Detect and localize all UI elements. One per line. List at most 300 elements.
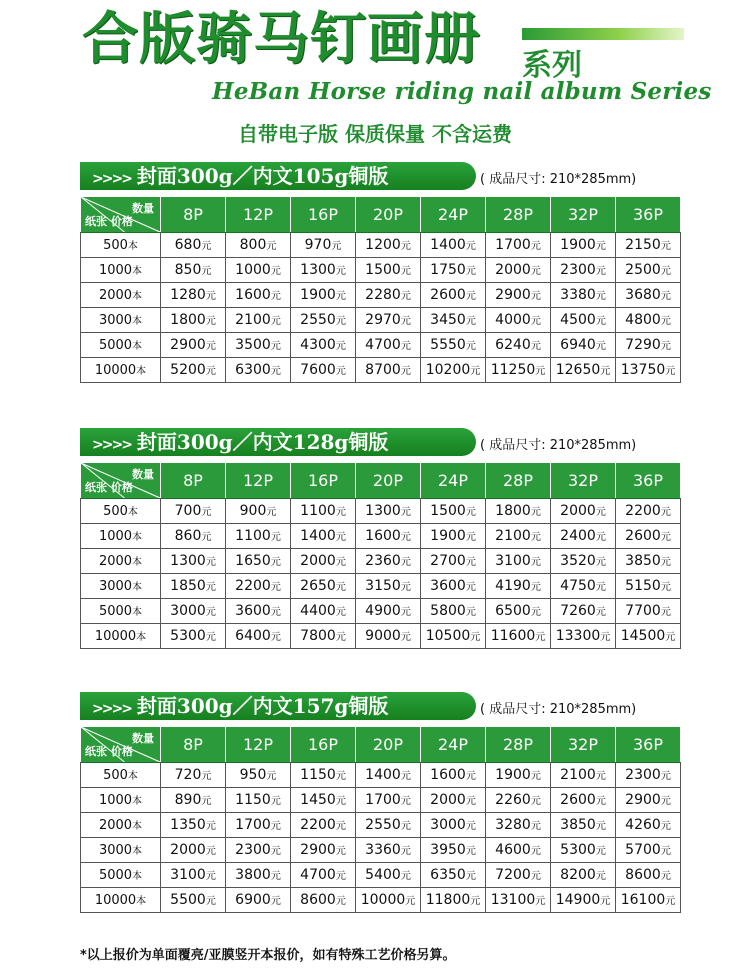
price-value: 7260 (560, 603, 596, 619)
price-cell (486, 499, 551, 524)
price-value: 1300 (170, 553, 206, 569)
quantity-cell (81, 599, 161, 624)
price-cell (486, 888, 551, 913)
quantity-cell (81, 283, 161, 308)
price-cell (421, 308, 486, 333)
price-value: 1800 (170, 312, 206, 328)
price-value: 4400 (300, 603, 336, 619)
price-value: 2550 (300, 312, 336, 328)
price-cell (421, 888, 486, 913)
currency-unit: 元 (335, 582, 346, 593)
price-value: 6400 (235, 628, 271, 644)
price-cell (616, 499, 681, 524)
price-table (80, 726, 681, 913)
price-value: 5700 (625, 842, 661, 858)
price-cell (291, 549, 356, 574)
price-cell (226, 863, 291, 888)
price-section (80, 426, 680, 649)
price-value: 800 (239, 237, 267, 253)
price-value: 1350 (170, 817, 206, 833)
price-cell (226, 308, 291, 333)
price-value: 1750 (430, 262, 466, 278)
quantity-cell (81, 524, 161, 549)
price-value: 3000 (430, 817, 466, 833)
currency-unit: 元 (335, 846, 346, 857)
price-value: 1700 (495, 237, 531, 253)
quantity-unit: 本 (132, 582, 143, 593)
currency-unit: 元 (270, 871, 281, 882)
price-cell (551, 524, 616, 549)
price-cell (226, 524, 291, 549)
quantity-value: 10000 (94, 893, 137, 908)
currency-unit: 元 (600, 632, 611, 643)
currency-unit: 元 (660, 291, 671, 302)
currency-unit: 元 (660, 341, 671, 352)
currency-unit: 元 (660, 316, 671, 327)
price-value: 2900 (170, 337, 206, 353)
currency-unit: 元 (205, 607, 216, 618)
price-table (80, 196, 681, 383)
price-value: 700 (174, 503, 202, 519)
price-cell (226, 549, 291, 574)
currency-unit: 元 (400, 771, 411, 782)
price-value: 1900 (495, 767, 531, 783)
currency-unit: 元 (400, 532, 411, 543)
currency-unit: 元 (660, 241, 671, 252)
currency-unit: 元 (595, 341, 606, 352)
quantity-value: 500 (103, 238, 128, 253)
price-value: 2000 (170, 842, 206, 858)
price-value: 2600 (430, 287, 466, 303)
price-value: 1200 (365, 237, 401, 253)
currency-unit: 元 (470, 632, 481, 643)
price-cell (161, 788, 226, 813)
currency-unit: 元 (595, 266, 606, 277)
price-cell (616, 813, 681, 838)
price-cell (291, 838, 356, 863)
price-cell (356, 333, 421, 358)
price-value: 7800 (300, 628, 336, 644)
price-cell (291, 308, 356, 333)
quantity-value: 5000 (98, 868, 133, 883)
price-cell (226, 283, 291, 308)
price-cell (226, 599, 291, 624)
quantity-cell (81, 308, 161, 333)
column-header: 8P (161, 197, 226, 233)
price-value: 2280 (365, 287, 401, 303)
quantity-value: 5000 (98, 338, 133, 353)
currency-unit: 元 (600, 366, 611, 377)
column-header: 12P (226, 463, 291, 499)
currency-unit: 元 (335, 771, 346, 782)
price-value: 2000 (430, 792, 466, 808)
price-value: 3000 (170, 603, 206, 619)
quantity-cell (81, 863, 161, 888)
price-value: 1600 (235, 287, 271, 303)
price-cell (421, 599, 486, 624)
corner-label-quantity: 数量 (132, 468, 154, 481)
price-value: 5500 (170, 892, 206, 908)
price-value: 2150 (625, 237, 661, 253)
table-row (81, 863, 681, 888)
column-header: 28P (486, 727, 551, 763)
price-value: 1900 (430, 528, 466, 544)
quantity-cell (81, 838, 161, 863)
price-value: 1100 (235, 528, 271, 544)
table-row (81, 308, 681, 333)
price-value: 2500 (625, 262, 661, 278)
footnote: *以上报价为单面覆亮/亚膜竖开本报价，如有特殊工艺价格另算。 (80, 948, 456, 963)
corner-cell (81, 197, 161, 233)
price-cell (551, 233, 616, 258)
price-cell (616, 838, 681, 863)
price-cell (421, 499, 486, 524)
price-cell (551, 574, 616, 599)
currency-unit: 元 (595, 796, 606, 807)
price-value: 6350 (430, 867, 466, 883)
currency-unit: 元 (266, 507, 277, 518)
price-value: 13750 (620, 362, 666, 378)
price-value: 2300 (560, 262, 596, 278)
price-value: 2260 (495, 792, 531, 808)
price-value: 5400 (365, 867, 401, 883)
price-cell (291, 624, 356, 649)
price-value: 3100 (170, 867, 206, 883)
price-value: 1150 (300, 767, 336, 783)
price-value: 3680 (625, 287, 661, 303)
quantity-value: 10000 (94, 363, 137, 378)
table-row (81, 233, 681, 258)
column-header: 28P (486, 197, 551, 233)
currency-unit: 元 (660, 582, 671, 593)
price-cell (356, 599, 421, 624)
column-header: 36P (616, 727, 681, 763)
price-cell (291, 283, 356, 308)
currency-unit: 元 (400, 821, 411, 832)
currency-unit: 元 (465, 507, 476, 518)
price-value: 5550 (430, 337, 466, 353)
currency-unit: 元 (205, 632, 216, 643)
price-value: 1500 (365, 262, 401, 278)
price-cell (551, 888, 616, 913)
price-value: 2100 (560, 767, 596, 783)
price-value: 2900 (495, 287, 531, 303)
price-cell (356, 624, 421, 649)
price-value: 4190 (495, 578, 531, 594)
size-note: ( 成品尺寸: 210*285mm) (480, 172, 637, 187)
price-value: 1700 (365, 792, 401, 808)
currency-unit: 元 (600, 896, 611, 907)
price-value: 1400 (300, 528, 336, 544)
currency-unit: 元 (266, 241, 277, 252)
price-cell (421, 233, 486, 258)
price-value: 3850 (625, 553, 661, 569)
price-value: 2600 (625, 528, 661, 544)
price-value: 6940 (560, 337, 596, 353)
price-value: 1700 (235, 817, 271, 833)
price-value: 950 (239, 767, 267, 783)
page-header (0, 0, 750, 160)
price-value: 6300 (235, 362, 271, 378)
price-cell (421, 838, 486, 863)
price-value: 4260 (625, 817, 661, 833)
price-cell (486, 624, 551, 649)
price-cell (616, 888, 681, 913)
price-cell (551, 283, 616, 308)
price-cell (356, 358, 421, 383)
price-cell (486, 258, 551, 283)
quantity-value: 10000 (94, 629, 137, 644)
price-value: 2000 (560, 503, 596, 519)
section-title: 封面300g／内文105g铜版 (136, 164, 389, 188)
price-cell (486, 813, 551, 838)
table-header-row (81, 463, 681, 499)
price-cell (421, 763, 486, 788)
currency-unit: 元 (660, 266, 671, 277)
currency-unit: 元 (205, 846, 216, 857)
currency-unit: 元 (530, 607, 541, 618)
currency-unit: 元 (595, 241, 606, 252)
quantity-unit: 本 (132, 871, 143, 882)
quantity-cell (81, 813, 161, 838)
price-value: 3150 (365, 578, 401, 594)
price-cell (421, 333, 486, 358)
table-row (81, 358, 681, 383)
price-cell (161, 333, 226, 358)
price-cell (551, 258, 616, 283)
price-cell (616, 233, 681, 258)
currency-unit: 元 (400, 557, 411, 568)
quantity-unit: 本 (132, 607, 143, 618)
price-value: 5800 (430, 603, 466, 619)
corner-label-quantity: 数量 (132, 732, 154, 745)
price-value: 3800 (235, 867, 271, 883)
currency-unit: 元 (465, 871, 476, 882)
currency-unit: 元 (595, 871, 606, 882)
table-row (81, 574, 681, 599)
price-value: 1600 (430, 767, 466, 783)
price-value: 2400 (560, 528, 596, 544)
price-cell (161, 308, 226, 333)
price-cell (421, 258, 486, 283)
quantity-unit: 本 (136, 896, 147, 907)
price-cell (421, 813, 486, 838)
price-value: 1300 (365, 503, 401, 519)
size-note: ( 成品尺寸: 210*285mm) (480, 438, 637, 453)
price-cell (356, 233, 421, 258)
price-cell (551, 813, 616, 838)
price-cell (486, 233, 551, 258)
currency-unit: 元 (270, 821, 281, 832)
quantity-unit: 本 (136, 366, 147, 377)
price-cell (356, 524, 421, 549)
price-value: 2300 (625, 767, 661, 783)
price-value: 10200 (425, 362, 471, 378)
price-value: 850 (174, 262, 202, 278)
price-cell (551, 863, 616, 888)
currency-unit: 元 (270, 341, 281, 352)
currency-unit: 元 (270, 796, 281, 807)
currency-unit: 元 (530, 266, 541, 277)
price-value: 1300 (300, 262, 336, 278)
price-cell (291, 524, 356, 549)
price-cell (226, 838, 291, 863)
price-value: 7600 (300, 362, 336, 378)
quantity-cell (81, 549, 161, 574)
table-row (81, 624, 681, 649)
column-header: 24P (421, 197, 486, 233)
currency-unit: 元 (535, 366, 546, 377)
currency-unit: 元 (270, 846, 281, 857)
currency-unit: 元 (335, 871, 346, 882)
price-value: 2200 (625, 503, 661, 519)
currency-unit: 元 (465, 846, 476, 857)
price-cell (356, 549, 421, 574)
price-cell (421, 788, 486, 813)
currency-unit: 元 (535, 632, 546, 643)
price-value: 4900 (365, 603, 401, 619)
price-cell (616, 788, 681, 813)
currency-unit: 元 (335, 291, 346, 302)
page-title-suffix: 系列 (522, 48, 582, 83)
price-cell (486, 599, 551, 624)
quantity-unit: 本 (127, 241, 138, 252)
currency-unit: 元 (400, 871, 411, 882)
price-cell (551, 624, 616, 649)
currency-unit: 元 (530, 241, 541, 252)
price-value: 4750 (560, 578, 596, 594)
price-value: 4500 (560, 312, 596, 328)
table-row (81, 549, 681, 574)
price-cell (161, 624, 226, 649)
currency-unit: 元 (465, 532, 476, 543)
currency-unit: 元 (270, 557, 281, 568)
currency-unit: 元 (201, 507, 212, 518)
table-header-row (81, 197, 681, 233)
currency-unit: 元 (400, 366, 411, 377)
price-value: 3850 (560, 817, 596, 833)
price-cell (356, 574, 421, 599)
price-cell (616, 549, 681, 574)
price-cell (291, 358, 356, 383)
currency-unit: 元 (335, 366, 346, 377)
price-value: 12650 (555, 362, 601, 378)
price-value: 16100 (620, 892, 666, 908)
corner-label-price: 价格 (110, 481, 133, 494)
currency-unit: 元 (400, 241, 411, 252)
currency-unit: 元 (660, 846, 671, 857)
price-cell (616, 258, 681, 283)
price-cell (356, 838, 421, 863)
table-row (81, 258, 681, 283)
currency-unit: 元 (530, 291, 541, 302)
price-cell (226, 813, 291, 838)
price-value: 1450 (300, 792, 336, 808)
price-value: 1650 (235, 553, 271, 569)
column-header: 36P (616, 197, 681, 233)
currency-unit: 元 (400, 291, 411, 302)
currency-unit: 元 (270, 532, 281, 543)
price-value: 1280 (170, 287, 206, 303)
currency-unit: 元 (405, 896, 416, 907)
price-value: 7290 (625, 337, 661, 353)
column-header: 32P (551, 463, 616, 499)
currency-unit: 元 (660, 821, 671, 832)
corner-label-paper: 纸张 (85, 215, 107, 228)
quantity-value: 1000 (98, 529, 133, 544)
quantity-value: 1000 (98, 793, 133, 808)
price-cell (551, 599, 616, 624)
column-header: 16P (291, 463, 356, 499)
price-value: 860 (174, 528, 202, 544)
section-banner (80, 428, 476, 456)
quantity-cell (81, 788, 161, 813)
price-value: 5300 (170, 628, 206, 644)
price-cell (421, 574, 486, 599)
price-cell (421, 524, 486, 549)
currency-unit: 元 (465, 607, 476, 618)
currency-unit: 元 (465, 557, 476, 568)
currency-unit: 元 (201, 796, 212, 807)
section-header (80, 160, 680, 194)
corner-label-paper: 纸张 (85, 745, 107, 758)
currency-unit: 元 (530, 796, 541, 807)
price-cell (356, 763, 421, 788)
currency-unit: 元 (660, 796, 671, 807)
price-cell (616, 283, 681, 308)
price-value: 1500 (430, 503, 466, 519)
price-cell (551, 788, 616, 813)
quantity-value: 5000 (98, 604, 133, 619)
quantity-cell (81, 258, 161, 283)
currency-unit: 元 (530, 582, 541, 593)
price-value: 1600 (365, 528, 401, 544)
currency-unit: 元 (400, 632, 411, 643)
price-cell (551, 499, 616, 524)
price-cell (291, 788, 356, 813)
quantity-unit: 本 (132, 532, 143, 543)
price-cell (616, 574, 681, 599)
quantity-unit: 本 (136, 632, 147, 643)
currency-unit: 元 (595, 771, 606, 782)
currency-unit: 元 (465, 821, 476, 832)
quantity-cell (81, 233, 161, 258)
currency-unit: 元 (530, 532, 541, 543)
title-accent-bar (522, 28, 684, 40)
quantity-value: 2000 (98, 818, 133, 833)
currency-unit: 元 (400, 846, 411, 857)
price-value: 6500 (495, 603, 531, 619)
column-header: 12P (226, 197, 291, 233)
price-value: 7700 (625, 603, 661, 619)
price-value: 2700 (430, 553, 466, 569)
currency-unit: 元 (665, 896, 676, 907)
price-cell (616, 333, 681, 358)
quantity-value: 1000 (98, 263, 133, 278)
price-cell (291, 574, 356, 599)
currency-unit: 元 (270, 582, 281, 593)
price-cell (226, 574, 291, 599)
currency-unit: 元 (530, 771, 541, 782)
price-cell (356, 813, 421, 838)
price-value: 5200 (170, 362, 206, 378)
quantity-unit: 本 (132, 291, 143, 302)
corner-label-paper-price (85, 213, 133, 229)
currency-unit: 元 (335, 266, 346, 277)
price-cell (486, 549, 551, 574)
corner-label-paper-price (85, 479, 133, 495)
currency-unit: 元 (470, 896, 481, 907)
